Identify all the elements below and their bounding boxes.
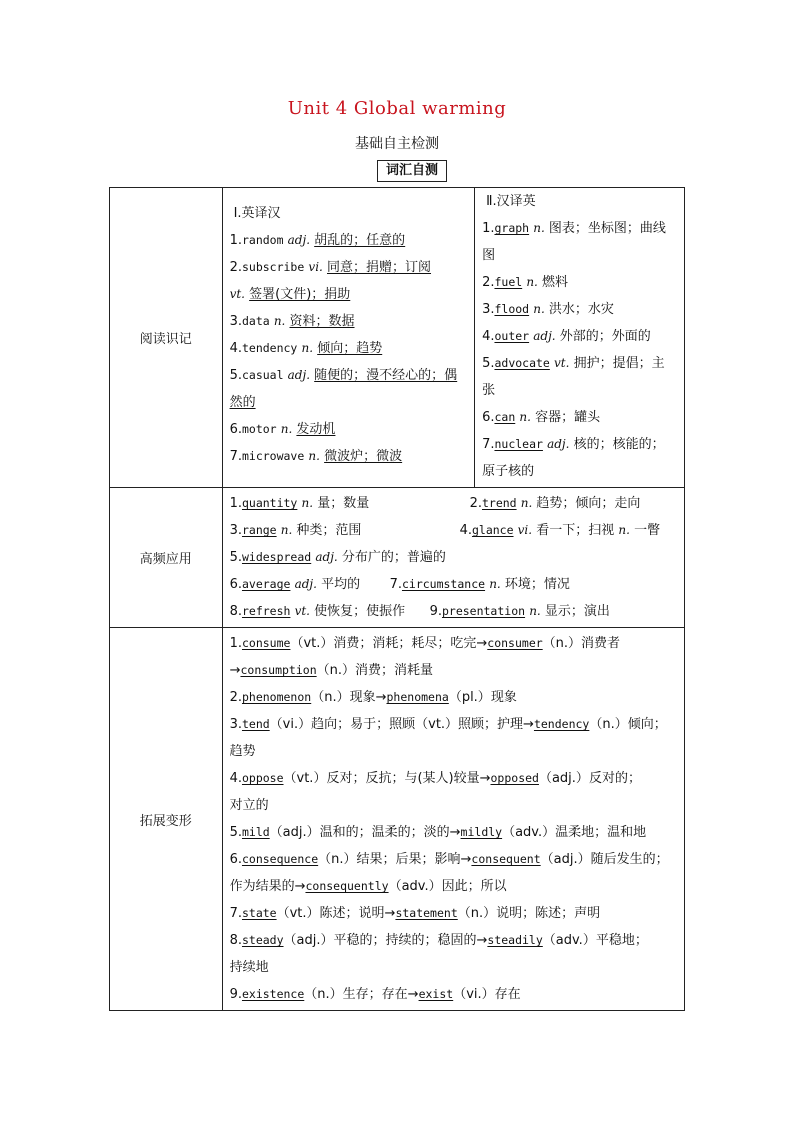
- expand-list: [223, 628, 684, 1010]
- derived-meaning: 现象: [490, 690, 517, 705]
- derived-word: steadily: [487, 933, 543, 947]
- vocab-line: [482, 296, 678, 323]
- part-of-speech: adj.: [287, 233, 311, 247]
- item-number: 7.: [229, 906, 242, 921]
- section-badge: [377, 160, 447, 182]
- part-of-speech: （n.）: [304, 987, 343, 1002]
- vocab-word: presentation: [441, 604, 526, 618]
- item-number: 7.: [389, 577, 402, 592]
- item-number: 1.: [229, 636, 242, 651]
- part-of-speech: （adv.）: [502, 825, 556, 840]
- vocab-meaning: 然的: [229, 395, 256, 410]
- part-of-speech: adj.: [294, 577, 317, 591]
- expand-line: [230, 657, 678, 684]
- row-frequent: [110, 488, 685, 628]
- vocab-meaning: 拥护；提倡；主: [573, 356, 665, 371]
- frequent-cell: [222, 488, 684, 628]
- base-meaning: →: [229, 663, 241, 678]
- part-of-speech: adj.: [287, 368, 311, 382]
- part-of-speech: n.: [533, 221, 545, 235]
- expand-line: [230, 981, 678, 1008]
- frequent-item: [230, 598, 430, 625]
- vocab-meaning: 资料；数据: [289, 314, 355, 329]
- base-meaning: 对立的: [229, 798, 269, 813]
- vocab-word: circumstance: [401, 577, 486, 591]
- part-of-speech: n.: [273, 314, 286, 328]
- vocab-word: glance: [471, 523, 514, 537]
- vocab-line: [482, 215, 678, 242]
- part-of-speech: n.: [301, 496, 314, 510]
- part-of-speech: （pl.）: [448, 690, 491, 705]
- vocab-meaning: 一瞥: [634, 523, 661, 538]
- vocab-word: microwave: [241, 449, 305, 463]
- expand-line: [230, 846, 678, 873]
- vocab-word: subscribe: [241, 260, 305, 274]
- part-of-speech: （vt.）: [290, 636, 334, 651]
- part-of-speech: （n.）: [316, 663, 356, 678]
- part-of-speech: （adj.）: [269, 825, 320, 840]
- base-meaning: 反对；反抗；与(某人)较量→: [326, 771, 491, 786]
- part-of-speech: vt.: [554, 356, 570, 370]
- vocab-table: [109, 187, 685, 1011]
- vocab-line: [482, 242, 678, 269]
- vocab-meaning: 图: [482, 248, 496, 263]
- derived-word: consequent: [471, 852, 541, 866]
- vocab-meaning: 签署(文件)；捐助: [249, 287, 351, 302]
- row-expand: [110, 628, 685, 1011]
- derived-word: tendency: [533, 717, 590, 731]
- vocab-line: [230, 254, 469, 281]
- vocab-meaning: 种类；范围: [296, 523, 362, 538]
- vocab-line: [230, 416, 469, 443]
- vocab-meaning: 看一下；扫视: [536, 523, 615, 538]
- vocab-line: [482, 404, 678, 431]
- base-word: existence: [241, 987, 305, 1001]
- vocab-meaning: 随便的；漫不经心的；偶: [314, 368, 458, 383]
- base-word: mild: [241, 825, 270, 839]
- vocab-line: [230, 362, 469, 389]
- item-number: 2.: [229, 690, 242, 705]
- vocab-line: [230, 308, 469, 335]
- part-of-speech: adj.: [533, 329, 556, 343]
- expand-line: [230, 738, 678, 765]
- vocab-meaning: 核的；核能的；: [573, 437, 665, 452]
- base-meaning: 陈述；说明→: [319, 906, 396, 921]
- part-of-speech: （vt.）: [276, 906, 320, 921]
- part-of-speech: n.: [301, 341, 314, 355]
- frequent-item: [390, 571, 570, 598]
- vocab-meaning: 洪水；水灾: [548, 302, 614, 317]
- derived-meaning: 存在: [494, 987, 521, 1002]
- base-meaning: 结果；后果；影响→: [356, 852, 472, 867]
- item-number: 5.: [229, 825, 242, 840]
- vocab-meaning: 容器；罐头: [535, 410, 601, 425]
- vocab-meaning: 燃料: [542, 275, 569, 290]
- item-number: 9.: [429, 604, 442, 619]
- item-number: 3.: [229, 717, 242, 732]
- frequent-item: [230, 544, 446, 571]
- derived-meaning: 因此；所以: [441, 879, 507, 894]
- derived-word: mildly: [460, 825, 503, 839]
- part-of-speech: vt.: [294, 604, 310, 618]
- frequent-item: [430, 598, 610, 625]
- part-of-speech: （n.）: [311, 690, 350, 705]
- en-to-cn-cell: [222, 188, 475, 488]
- item-number: 2.: [482, 275, 495, 290]
- item-number: 4.: [482, 329, 495, 344]
- cn-to-en-cell: [475, 188, 685, 488]
- item-number: 5.: [482, 356, 495, 371]
- vocab-word: tendency: [241, 341, 298, 355]
- derived-meaning: 说明；陈述；声明: [496, 906, 601, 921]
- expand-cell: [222, 628, 684, 1011]
- vocab-word: casual: [241, 368, 284, 382]
- base-word: tend: [241, 717, 270, 731]
- vocab-word: quantity: [241, 496, 298, 510]
- expand-line: [230, 900, 678, 927]
- item-number: 6.: [229, 422, 242, 437]
- part-of-speech: （n.）: [542, 636, 582, 651]
- vocab-meaning: 分布广的；普遍的: [341, 550, 446, 565]
- frequent-line: [230, 517, 678, 544]
- derived-word: phenomena: [386, 690, 449, 704]
- part-of-speech: （vt.）: [283, 771, 327, 786]
- vocab-meaning: 张: [482, 383, 496, 398]
- part-of-speech: （n.）: [589, 717, 628, 732]
- part-of-speech: n.: [489, 577, 501, 591]
- part-of-speech: n.: [526, 275, 538, 289]
- base-word: phenomenon: [241, 690, 312, 704]
- vocab-word: fuel: [494, 275, 523, 289]
- derived-word: consumer: [487, 636, 543, 650]
- vocab-line: [230, 443, 469, 470]
- vocab-line: [230, 227, 469, 254]
- cn-to-en-list: [482, 215, 678, 485]
- frequent-item: [230, 517, 460, 544]
- item-number: 4.: [229, 771, 242, 786]
- vocab-meaning: 使恢复；使振作: [314, 604, 406, 619]
- vocab-line: [230, 281, 469, 308]
- base-meaning: 持续地: [229, 960, 269, 975]
- vocab-meaning: 图表；坐标图；曲线: [548, 221, 666, 236]
- vocab-line: [482, 350, 678, 377]
- item-number: 2.: [229, 260, 242, 275]
- derived-meaning: 倾向；: [627, 717, 667, 732]
- derived-word: opposed: [490, 771, 539, 785]
- vocab-meaning: 环境；情况: [504, 577, 570, 592]
- vocab-word: flood: [494, 302, 530, 316]
- part-of-speech: n.: [529, 604, 541, 618]
- expand-line: [230, 711, 678, 738]
- item-number: 3.: [482, 302, 495, 317]
- frequent-item: [230, 490, 470, 517]
- vocab-word: data: [241, 314, 270, 328]
- derived-word: exist: [418, 987, 454, 1001]
- base-word: state: [241, 906, 277, 920]
- part-of-speech: n.: [533, 302, 545, 316]
- item-number: 1.: [482, 221, 495, 236]
- derived-word: statement: [395, 906, 458, 920]
- base-meaning: 趋向；易于；照顾（vt.）照顾；护理→: [311, 717, 534, 732]
- item-number: 6.: [229, 852, 242, 867]
- expand-line: [230, 630, 678, 657]
- vocab-meaning: 发动机: [296, 422, 336, 437]
- expand-line: [230, 954, 678, 981]
- derived-meaning: 随后发生的；: [590, 852, 669, 867]
- part-of-speech: （n.）: [318, 852, 357, 867]
- frequent-line: [230, 544, 678, 571]
- part-of-speech: adj.: [547, 437, 570, 451]
- expand-line: [230, 873, 678, 900]
- part-of-speech: n.: [618, 523, 630, 537]
- vocab-word: nuclear: [494, 437, 543, 451]
- en-to-cn-list: [230, 227, 469, 470]
- expand-line: [230, 819, 678, 846]
- base-meaning: 温和的；温柔的；淡的→: [319, 825, 461, 840]
- part-of-speech: n.: [280, 523, 293, 537]
- vocab-meaning: 平均的: [321, 577, 361, 592]
- vocab-meaning: 微波炉；微波: [324, 449, 403, 464]
- vocab-word: range: [241, 523, 277, 537]
- base-meaning: 消费；消耗；耗尽；吃完→: [333, 636, 488, 651]
- item-number: 4.: [459, 523, 472, 538]
- part-of-speech: vi.: [308, 260, 323, 274]
- item-number: 7.: [229, 449, 242, 464]
- part-of-speech: （adj.）: [540, 852, 591, 867]
- part-of-speech: vi.: [517, 523, 533, 537]
- base-word: consequence: [241, 852, 319, 866]
- part-of-speech: （adv.）: [542, 933, 596, 948]
- vocab-meaning: 量；数量: [317, 496, 370, 511]
- badge-label: 词汇自测: [385, 163, 438, 178]
- vocab-meaning: 倾向；趋势: [317, 341, 383, 356]
- base-meaning: 现象→: [349, 690, 387, 705]
- part-of-speech: vt.: [229, 287, 245, 301]
- item-number: 1.: [229, 496, 242, 511]
- vocab-word: motor: [241, 422, 277, 436]
- frequent-item: [460, 517, 661, 544]
- item-number: 2.: [469, 496, 482, 511]
- vocab-line: [482, 377, 678, 404]
- derived-meaning: 平稳地；: [595, 933, 648, 948]
- page-title: Unit 4 Global warming: [287, 98, 507, 119]
- vocab-word: widespread: [241, 550, 312, 564]
- vocab-meaning: 显示；演出: [544, 604, 610, 619]
- item-number: 9.: [229, 987, 242, 1002]
- vocab-meaning: 趋势；倾向；走向: [536, 496, 641, 511]
- vocab-line: [482, 431, 678, 458]
- vocab-word: random: [241, 233, 284, 247]
- item-number: 4.: [229, 341, 242, 356]
- item-number: 3.: [229, 523, 242, 538]
- derived-meaning: 反对的；: [588, 771, 641, 786]
- row-reading: [110, 188, 685, 488]
- base-word: oppose: [241, 771, 284, 785]
- derived-word: consequently: [305, 879, 389, 893]
- vocab-line: [482, 323, 678, 350]
- vocab-word: advocate: [494, 356, 550, 370]
- vocab-meaning: 原子核的: [482, 464, 535, 479]
- part-of-speech: n.: [280, 422, 293, 436]
- frequent-list: [223, 488, 684, 627]
- frequent-line: [230, 598, 678, 625]
- item-number: 5.: [229, 550, 242, 565]
- vocab-line: [482, 458, 678, 485]
- vocab-meaning: 胡乱的；任意的: [314, 233, 406, 248]
- vocab-line: [482, 269, 678, 296]
- part-of-speech: （adj.）: [538, 771, 589, 786]
- item-number: 5.: [229, 368, 242, 383]
- part-of-speech: n.: [520, 496, 533, 510]
- base-word: steady: [241, 933, 284, 947]
- frequent-line: [230, 571, 678, 598]
- item-number: 1.: [229, 233, 242, 248]
- item-number: 7.: [482, 437, 495, 452]
- part-of-speech: （vi.）: [269, 717, 312, 732]
- base-meaning: 趋势: [229, 744, 256, 759]
- cn-to-en-heading: Ⅱ.汉译英: [486, 194, 536, 209]
- row-header-expand: 拓展变形: [110, 628, 223, 1011]
- row-header-frequent: 高频应用: [110, 488, 223, 628]
- row-header-reading: 阅读识记: [110, 188, 223, 488]
- vocab-line: [230, 389, 469, 416]
- expand-line: [230, 684, 678, 711]
- base-meaning: 平稳的；持续的；稳固的→: [333, 933, 488, 948]
- part-of-speech: （adv.）: [388, 879, 442, 894]
- en-to-cn-heading: Ⅰ.英译汉: [233, 206, 281, 221]
- frequent-item: [230, 571, 390, 598]
- frequent-line: [230, 490, 678, 517]
- part-of-speech: （vi.）: [453, 987, 495, 1002]
- part-of-speech: n.: [519, 410, 531, 424]
- part-of-speech: adj.: [315, 550, 338, 564]
- vocab-word: can: [494, 410, 516, 424]
- frequent-item: [470, 490, 641, 517]
- base-word: consume: [241, 636, 291, 650]
- expand-line: [230, 927, 678, 954]
- base-meaning: 作为结果的→: [229, 879, 306, 894]
- item-number: 3.: [229, 314, 242, 329]
- item-number: 8.: [229, 604, 242, 619]
- vocab-word: outer: [494, 329, 530, 343]
- item-number: 6.: [482, 410, 495, 425]
- vocab-word: graph: [494, 221, 530, 235]
- derived-meaning: 消费者: [581, 636, 621, 651]
- part-of-speech: n.: [308, 449, 320, 463]
- vocab-word: trend: [481, 496, 517, 510]
- item-number: 6.: [229, 577, 242, 592]
- derived-word: consumption: [240, 663, 317, 677]
- part-of-speech: （adj.）: [283, 933, 334, 948]
- part-of-speech: （n.）: [457, 906, 497, 921]
- item-number: 8.: [229, 933, 242, 948]
- derived-meaning: 消费；消耗量: [355, 663, 434, 678]
- derived-meaning: 温柔地；温和地: [555, 825, 647, 840]
- section-subtitle: 基础自主检测: [355, 136, 439, 152]
- expand-line: [230, 792, 678, 819]
- base-meaning: 生存；存在→: [342, 987, 419, 1002]
- vocab-meaning: 外部的；外面的: [559, 329, 651, 344]
- vocab-meaning: 同意；捐赠；订阅: [327, 260, 432, 275]
- vocab-word: average: [241, 577, 291, 591]
- expand-line: [230, 765, 678, 792]
- vocab-word: refresh: [241, 604, 291, 618]
- vocab-line: [230, 335, 469, 362]
